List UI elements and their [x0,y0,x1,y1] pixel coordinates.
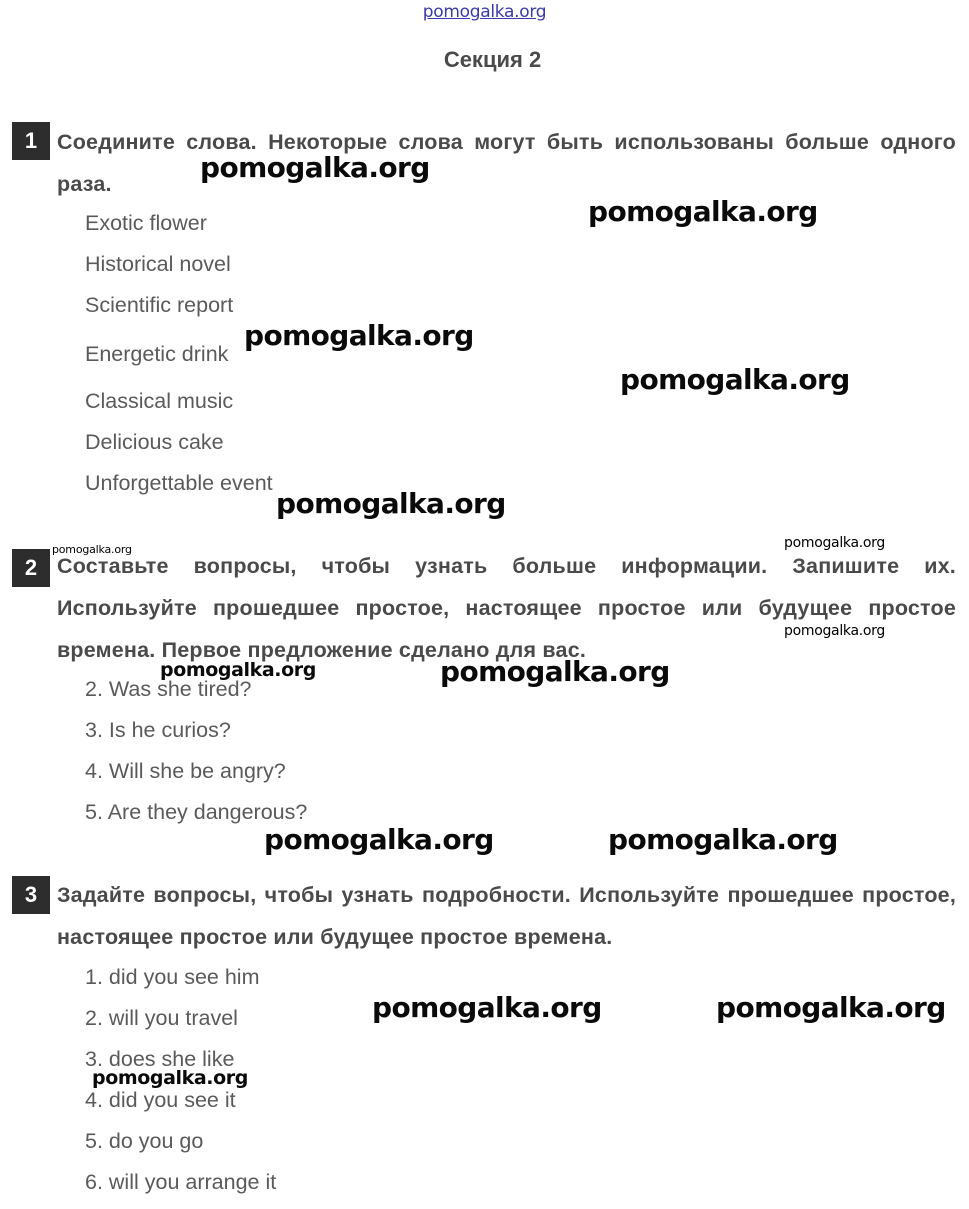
section-title: Секция 2 [443,47,542,72]
task-2-instruction: Составьте вопросы, чтобы узнать больше информации. Запишите их. Используйте прошедшее простое, настоящее простое или будущее простое времена. Первое предложение сделано для вас. [57,554,956,662]
watermark: pomogalka.org [620,363,850,396]
watermark: pomogalka.org [440,655,670,688]
watermark: pomogalka.org [608,823,838,856]
task-1-number-badge: 1 [12,122,50,160]
task-3-item: 6. will you arrange it [85,1170,277,1194]
watermark: pomogalka.org [160,659,316,681]
watermark: pomogalka.org [784,535,885,551]
watermark: pomogalka.org [200,151,430,184]
task-1-item: Scientific report [85,293,234,317]
task-3-item: 1. did you see him [85,965,260,989]
task-2-number-badge: 2 [12,549,50,587]
site-link[interactable]: pomogalka.org [422,2,547,22]
task-1-item: Classical music [85,389,234,413]
task-1-item: Delicious cake [85,430,224,454]
task-2-item: 2. Was she tired? [85,677,252,701]
task-2-item: 5. Are they dangerous? [85,800,308,824]
watermark: pomogalka.org [264,823,494,856]
task-1-item: Exotic flower [85,211,207,235]
task-2-item: 4. Will she be angry? [85,759,286,783]
watermark: pomogalka.org [372,991,602,1024]
watermark: pomogalka.org [92,1067,248,1089]
task-1-item: Unforgettable event [85,471,273,495]
task-3-item: 5. do you go [85,1129,204,1153]
task-3-instruction: Задайте вопросы, чтобы узнать подробности. Используйте прошедшее простое, настоящее простое или будущее простое времена. [57,883,956,949]
task-1-instruction: Соедините слова. Некоторые слова могут быть использованы больше одного раза. [57,130,956,196]
task-3-item: 3. does she like [85,1047,235,1071]
watermark: pomogalka.org [716,991,946,1024]
watermark: pomogalka.org [588,195,818,228]
watermark: pomogalka.org [784,623,885,639]
watermark: pomogalka.org [52,543,132,556]
task-2-item: 3. Is he curios? [85,718,231,742]
task-3-item: 4. did you see it [85,1088,236,1112]
task-1-item: Historical novel [85,252,231,276]
task-3-number-badge: 3 [12,876,50,914]
watermark: pomogalka.org [276,487,506,520]
watermark: pomogalka.org [244,319,474,352]
task-3-item: 2. will you travel [85,1006,238,1030]
task-1-item: Energetic drink [85,342,229,366]
